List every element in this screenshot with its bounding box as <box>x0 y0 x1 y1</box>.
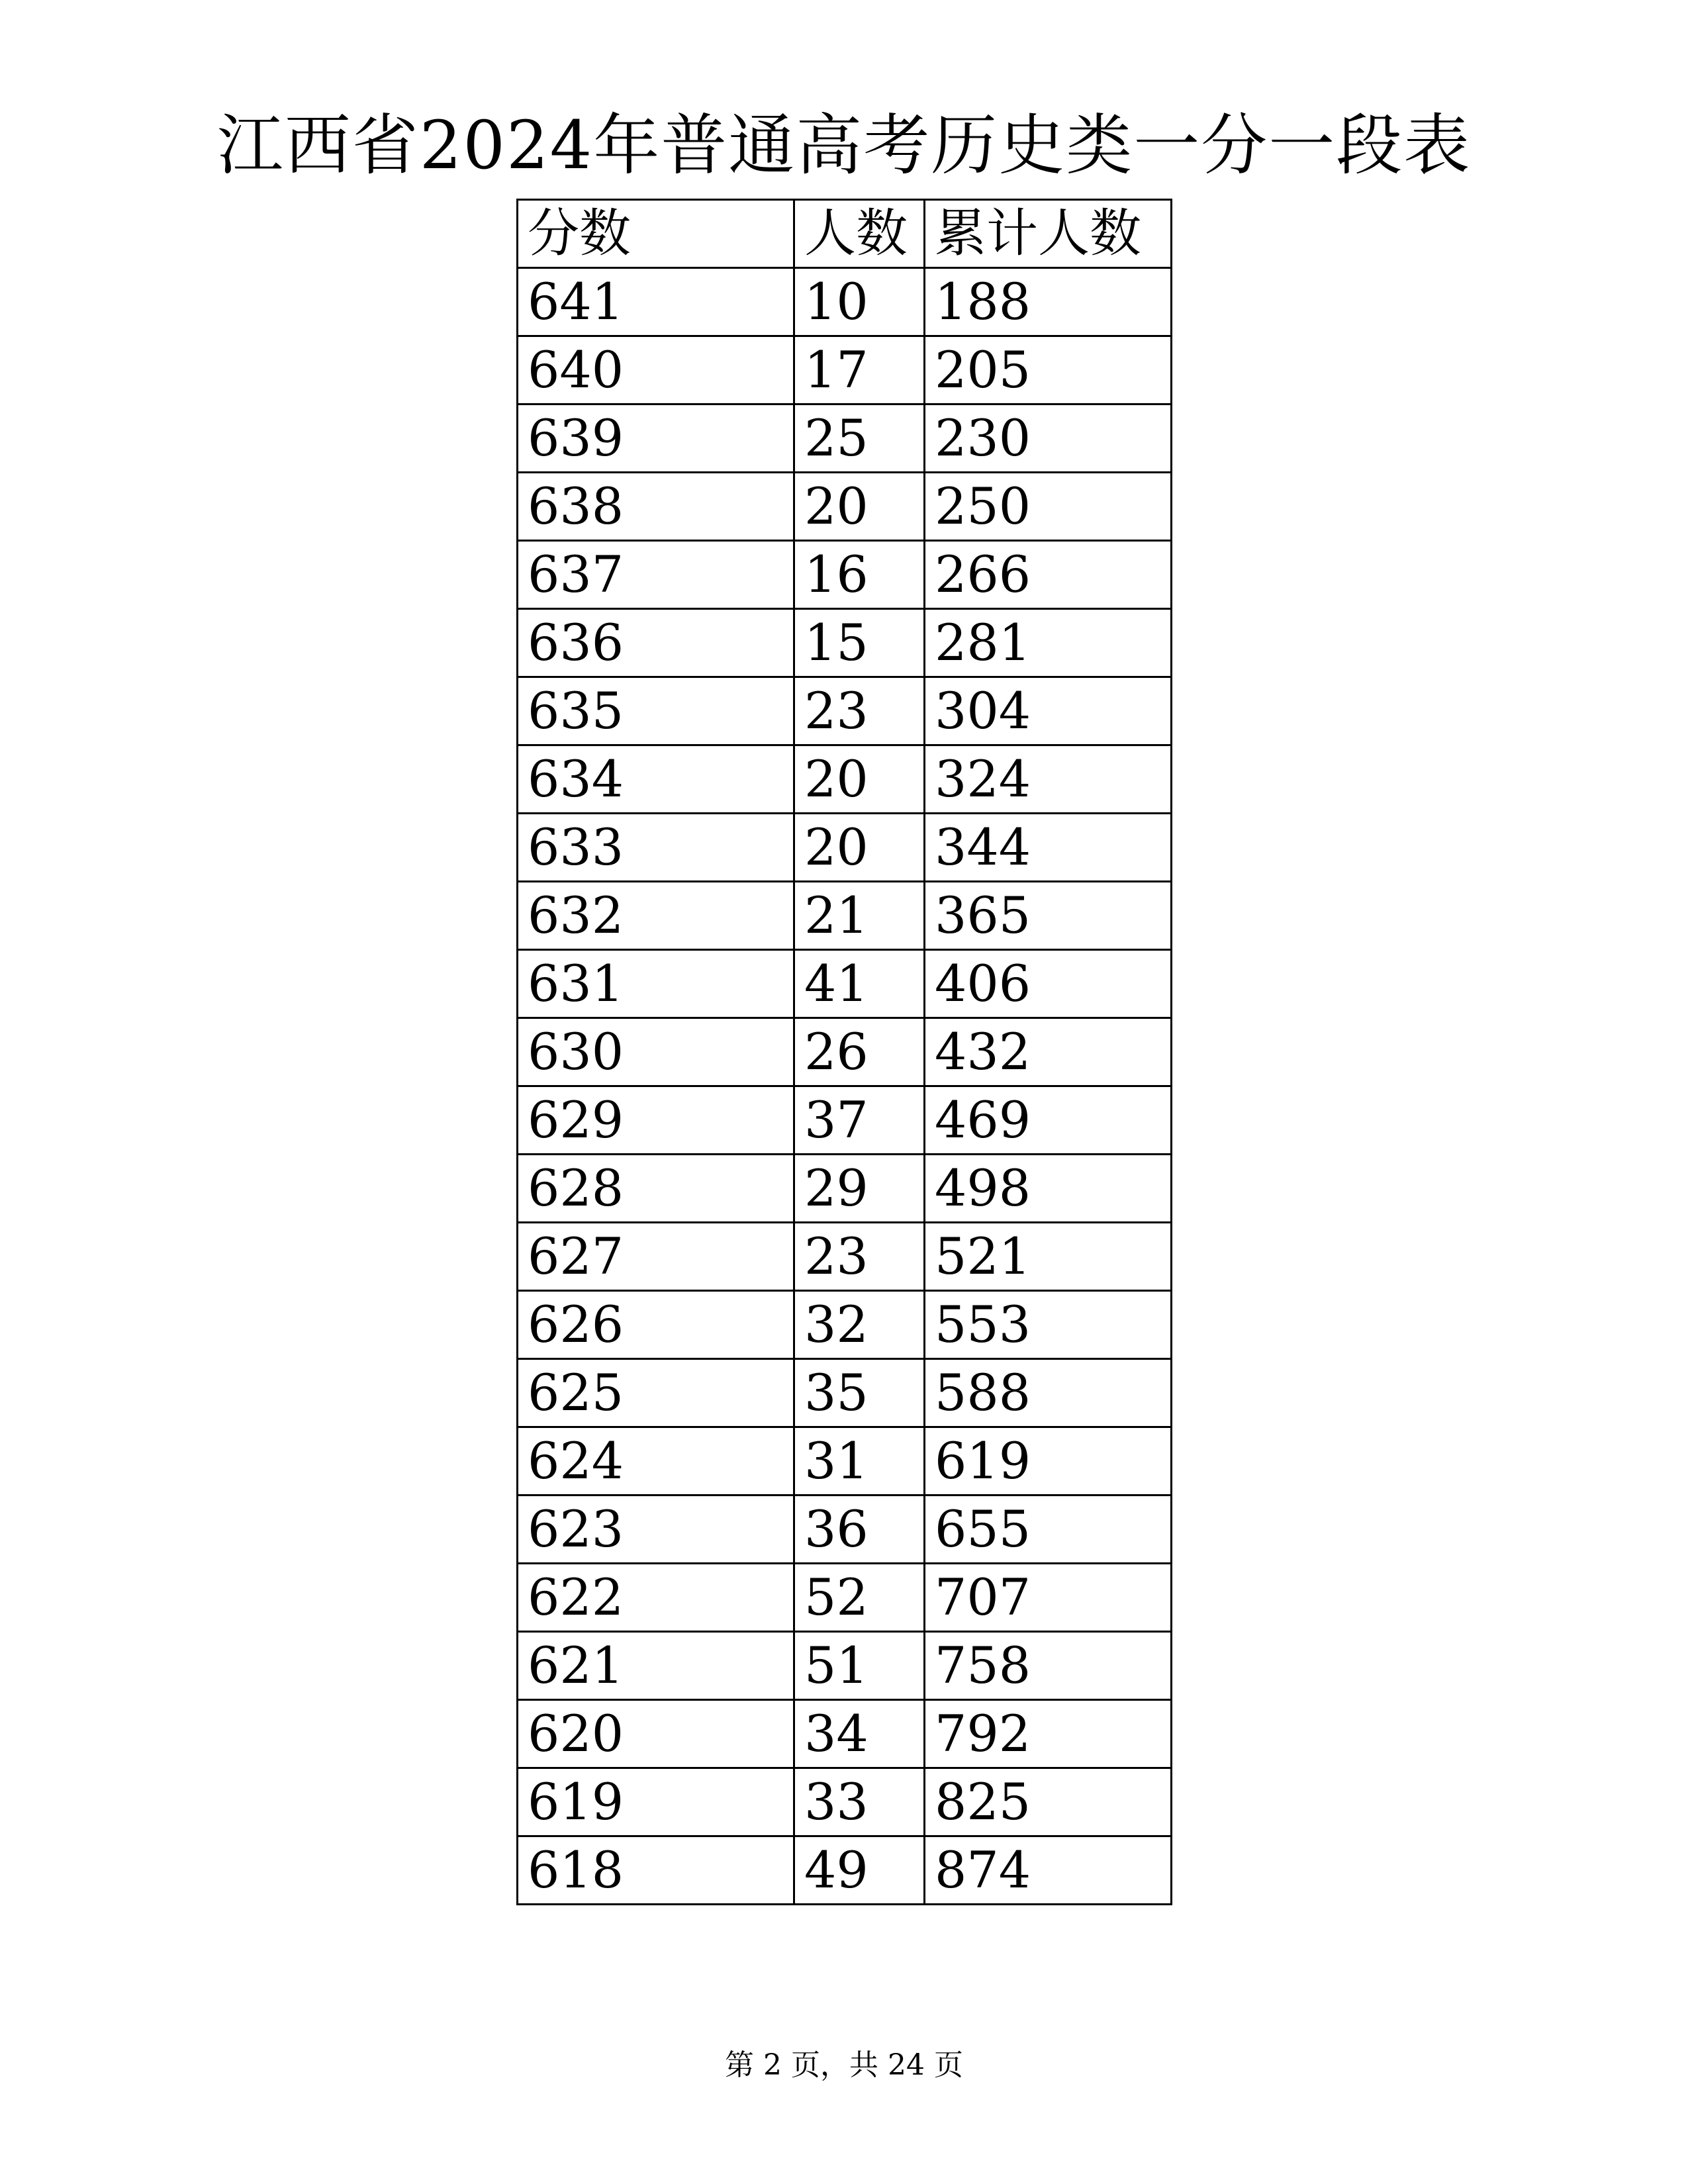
score-cell: 618 <box>518 1836 794 1905</box>
count-cell: 51 <box>794 1632 925 1700</box>
count-cell: 20 <box>794 745 925 814</box>
table-row <box>518 404 1172 473</box>
count-cell: 34 <box>794 1700 925 1768</box>
cumulative-cell: 281 <box>925 609 1172 677</box>
score-cell: 623 <box>518 1496 794 1564</box>
cumulative-cell: 250 <box>925 473 1172 541</box>
score-cell: 641 <box>518 268 794 336</box>
page-title: 江西省2024年普通高考历史类一分一段表 <box>216 107 1472 184</box>
cumulative-cell: 707 <box>925 1564 1172 1632</box>
table-row <box>518 1836 1172 1905</box>
score-cell: 639 <box>518 404 794 473</box>
cumulative-cell: 406 <box>925 950 1172 1018</box>
cumulative-cell: 655 <box>925 1496 1172 1564</box>
cumulative-cell: 266 <box>925 541 1172 609</box>
cumulative-cell: 304 <box>925 677 1172 745</box>
table-row <box>518 950 1172 1018</box>
score-cell: 629 <box>518 1086 794 1155</box>
table-row <box>518 1086 1172 1155</box>
score-cell: 640 <box>518 336 794 404</box>
cumulative-cell: 792 <box>925 1700 1172 1768</box>
table-row <box>518 1700 1172 1768</box>
count-cell: 37 <box>794 1086 925 1155</box>
count-cell: 16 <box>794 541 925 609</box>
table-row <box>518 1632 1172 1700</box>
score-cell: 638 <box>518 473 794 541</box>
count-cell: 23 <box>794 1223 925 1291</box>
count-cell: 32 <box>794 1291 925 1359</box>
table-row <box>518 1359 1172 1427</box>
count-cell: 41 <box>794 950 925 1018</box>
cumulative-cell: 825 <box>925 1768 1172 1836</box>
header-row <box>518 200 1172 268</box>
table-row <box>518 268 1172 336</box>
score-cell: 634 <box>518 745 794 814</box>
count-cell: 29 <box>794 1155 925 1223</box>
table-body <box>518 268 1172 1905</box>
cumulative-cell: 498 <box>925 1155 1172 1223</box>
cumulative-cell: 230 <box>925 404 1172 473</box>
header-count: 人数 <box>794 200 925 268</box>
score-cell: 633 <box>518 814 794 882</box>
count-cell: 15 <box>794 609 925 677</box>
cumulative-cell: 588 <box>925 1359 1172 1427</box>
table-row <box>518 541 1172 609</box>
page-footer: 第 2 页，共 24 页 <box>725 2048 963 2082</box>
count-cell: 52 <box>794 1564 925 1632</box>
table-row <box>518 1564 1172 1632</box>
score-cell: 637 <box>518 541 794 609</box>
table-row <box>518 1427 1172 1496</box>
cumulative-cell: 344 <box>925 814 1172 882</box>
header-score: 分数 <box>518 200 794 268</box>
score-table <box>516 199 1172 1905</box>
count-cell: 25 <box>794 404 925 473</box>
table-row <box>518 1291 1172 1359</box>
count-cell: 17 <box>794 336 925 404</box>
table-row <box>518 745 1172 814</box>
cumulative-cell: 469 <box>925 1086 1172 1155</box>
score-cell: 621 <box>518 1632 794 1700</box>
score-cell: 626 <box>518 1291 794 1359</box>
score-cell: 630 <box>518 1018 794 1086</box>
cumulative-cell: 432 <box>925 1018 1172 1086</box>
count-cell: 36 <box>794 1496 925 1564</box>
cumulative-cell: 365 <box>925 882 1172 950</box>
count-cell: 23 <box>794 677 925 745</box>
count-cell: 21 <box>794 882 925 950</box>
cumulative-cell: 324 <box>925 745 1172 814</box>
table-row <box>518 473 1172 541</box>
cumulative-cell: 521 <box>925 1223 1172 1291</box>
cumulative-cell: 619 <box>925 1427 1172 1496</box>
score-cell: 619 <box>518 1768 794 1836</box>
count-cell: 35 <box>794 1359 925 1427</box>
cumulative-cell: 874 <box>925 1836 1172 1905</box>
table-row <box>518 1496 1172 1564</box>
cumulative-cell: 188 <box>925 268 1172 336</box>
score-cell: 628 <box>518 1155 794 1223</box>
table-row <box>518 1223 1172 1291</box>
count-cell: 10 <box>794 268 925 336</box>
count-cell: 31 <box>794 1427 925 1496</box>
table-row <box>518 677 1172 745</box>
score-cell: 622 <box>518 1564 794 1632</box>
table-row <box>518 1768 1172 1836</box>
table-row <box>518 609 1172 677</box>
count-cell: 49 <box>794 1836 925 1905</box>
score-cell: 627 <box>518 1223 794 1291</box>
cumulative-cell: 758 <box>925 1632 1172 1700</box>
count-cell: 20 <box>794 814 925 882</box>
table-row <box>518 336 1172 404</box>
score-cell: 620 <box>518 1700 794 1768</box>
score-cell: 625 <box>518 1359 794 1427</box>
score-cell: 631 <box>518 950 794 1018</box>
table-row <box>518 814 1172 882</box>
table-row <box>518 882 1172 950</box>
score-cell: 635 <box>518 677 794 745</box>
cumulative-cell: 205 <box>925 336 1172 404</box>
table-row <box>518 1155 1172 1223</box>
score-cell: 624 <box>518 1427 794 1496</box>
count-cell: 33 <box>794 1768 925 1836</box>
table-row <box>518 1018 1172 1086</box>
cumulative-cell: 553 <box>925 1291 1172 1359</box>
score-cell: 636 <box>518 609 794 677</box>
count-cell: 20 <box>794 473 925 541</box>
count-cell: 26 <box>794 1018 925 1086</box>
score-cell: 632 <box>518 882 794 950</box>
header-cumulative: 累计人数 <box>925 200 1172 268</box>
